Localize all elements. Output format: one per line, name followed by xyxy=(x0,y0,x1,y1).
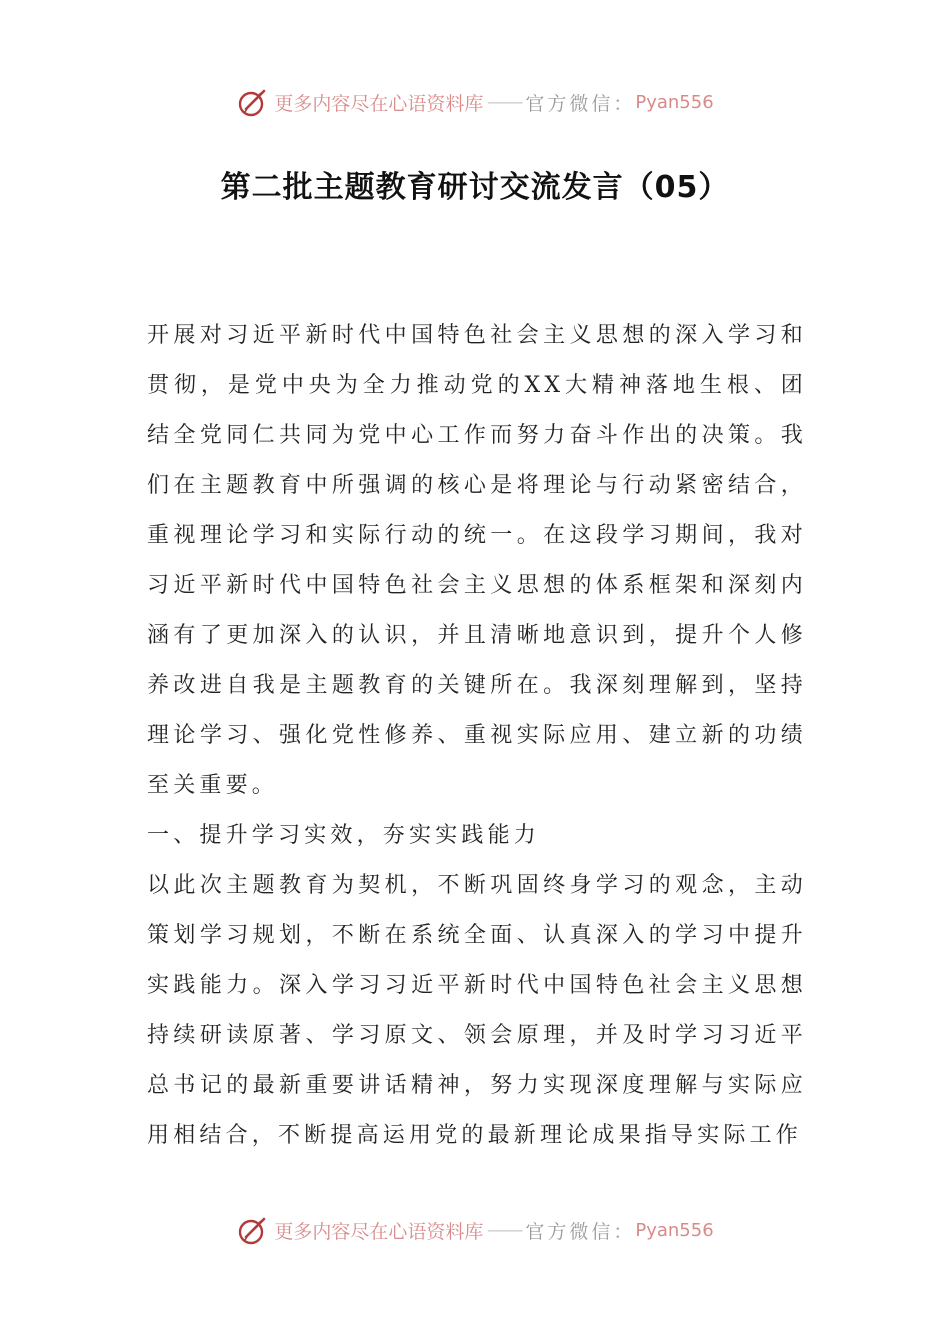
header-watermark xyxy=(0,82,950,122)
watermark-brand: 更多内容尽在心语资料库 xyxy=(274,1220,484,1243)
quill-logo-icon xyxy=(236,85,270,119)
watermark-label: 官方微信： xyxy=(525,92,636,115)
document-body xyxy=(147,311,807,1161)
paragraph-section-1: 以此次主题教育为契机，不断巩固终身学习的观念，主动策划学习规划，不断在系统全面、认真深入的学习中提升实践能力。深入学习习近平新时代中国特色社会主义思想持续研读原著、学习原文、领会原理，并及时学习习近平总书记的最新重要讲话精神，努力实现深度理解与实际应用相结合，不断提高运用党的最新理论成果指导实际工作 xyxy=(147,873,807,1148)
watermark-label: 官方微信： xyxy=(525,1220,636,1243)
footer-watermark xyxy=(0,1210,950,1250)
watermark-wechat-id: Pyan556 xyxy=(635,1219,714,1241)
paragraph-intro: 开展对习近平新时代中国特色社会主义思想的深入学习和贯彻，是党中央为全力推动党的XX大精神落地生根、团结全党同仁共同为党中心工作而努力奋斗作出的决策。我们在主题教育中所强调的核心是将理论与行动紧密结合，重视理论学习和实际行动的统一。在这段学习期间，我对习近平新时代中国特色社会主义思想的体系框架和深刻内涵有了更加深入的认识，并且清晰地意识到，提升个人修养改进自我是主题教育的关键所在。我深刻理解到，坚持理论学习、强化党性修养、重视实际应用、建立新的功绩至关重要。 xyxy=(147,323,807,798)
document-title: 第二批主题教育研讨交流发言（05） xyxy=(220,170,730,205)
watermark-brand: 更多内容尽在心语资料库 xyxy=(274,92,484,115)
watermark-dash: —— xyxy=(487,91,522,113)
watermark-dash: —— xyxy=(487,1219,522,1241)
watermark-wechat-id: Pyan556 xyxy=(635,91,714,113)
quill-logo-icon xyxy=(236,1213,270,1247)
section-heading-1: 一、提升学习实效，夯实实践能力 xyxy=(147,823,541,848)
